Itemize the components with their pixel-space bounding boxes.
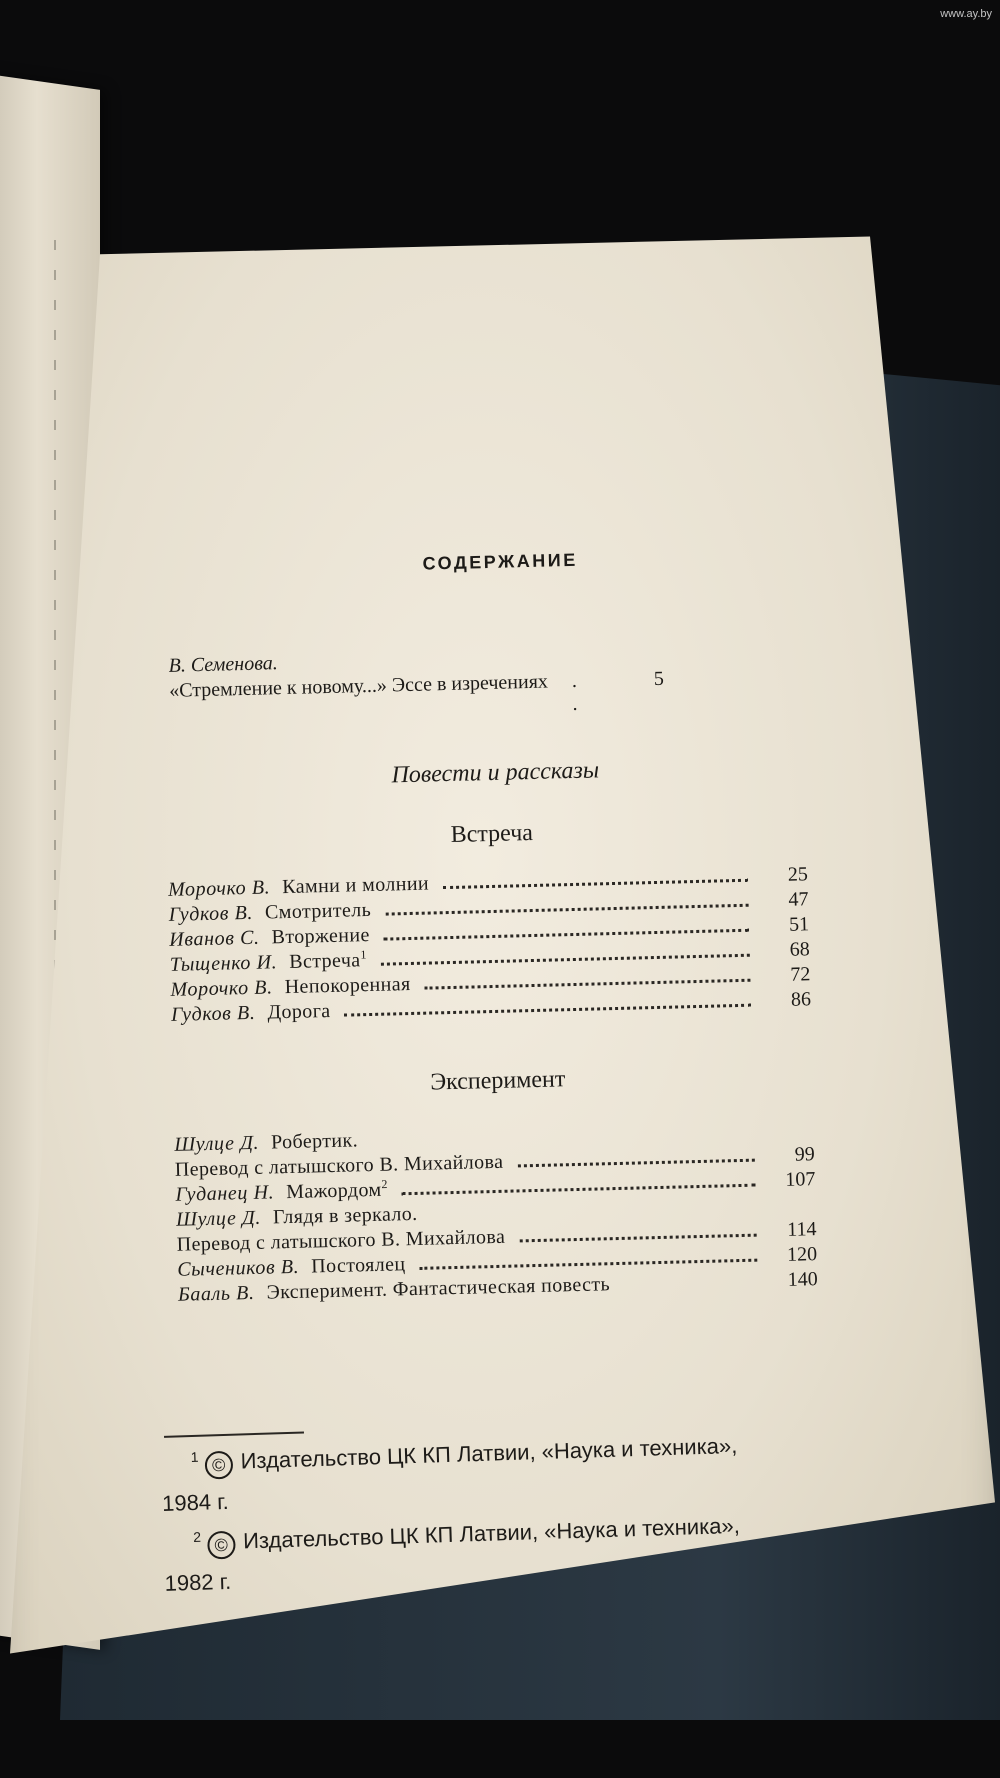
group-entries [168, 862, 811, 1028]
intro-title: «Стремление к новому...» Эссе в изречениях [168, 670, 549, 702]
entry-author: Иванов С. [169, 926, 260, 951]
entry-author: Бааль В. [177, 1281, 255, 1306]
leader-spacer [432, 1212, 756, 1220]
entry-author: Морочко В. [167, 876, 271, 901]
footnote-year: 1984 г. [161, 1488, 229, 1516]
footnote-marker: 2 [381, 1176, 388, 1192]
entry-title: Глядя в зеркало. [272, 1202, 418, 1229]
entry-title: Эксперимент. Фантастическая повесть [266, 1273, 611, 1304]
copyright-icon: © [207, 1531, 236, 1560]
intro-author: В. Семенова. [168, 652, 279, 677]
dot-leader [384, 929, 749, 941]
entry-author: Гудков В. [170, 1001, 256, 1026]
entry-page-number: 25 [787, 863, 809, 886]
entry-title-text: Встреча [288, 949, 361, 973]
copyright-icon: © [204, 1451, 233, 1480]
entry-title: Постоялец [310, 1253, 406, 1278]
entry-page-number: 68 [789, 938, 810, 961]
entry-title: Перевод с латышского В. Михайлова [174, 1150, 504, 1181]
footnote-text: Издательство ЦК КП Латвии, «Наука и техника», [240, 1432, 738, 1474]
site-watermark: www.ay.by [940, 8, 992, 20]
entry-author: Тыщенко И. [169, 951, 278, 976]
entry-page-number [770, 1210, 816, 1211]
entry-page-number: 47 [788, 888, 809, 911]
group-title: Встреча [450, 819, 534, 848]
entry-author: Морочко В. [170, 976, 273, 1001]
footnote-number: 2 [192, 1528, 202, 1545]
footnote-number: 1 [190, 1448, 199, 1465]
section-title: Повести и рассказы [391, 757, 600, 789]
footnote-text: Издательство ЦК КП Латвии, «Наука и техника», [242, 1512, 741, 1554]
entry-author: Шулце Д. [174, 1131, 260, 1156]
entry-author: Гудков В. [168, 901, 254, 926]
dot-leader [345, 1004, 751, 1017]
entry-title [289, 948, 367, 975]
entry-title: Вторжение [271, 923, 370, 949]
entry-author: Сычеников В. [177, 1255, 300, 1281]
entry-title [286, 1178, 388, 1205]
leader-spacer [624, 1287, 758, 1290]
contents-heading: СОДЕРЖАНИЕ [422, 549, 578, 574]
entry-page-number: 72 [790, 963, 811, 986]
intro-page-number: 5 [653, 667, 665, 690]
group-title: Эксперимент [429, 1066, 566, 1096]
entry-page-number: 107 [785, 1168, 816, 1191]
dot-leader [519, 1234, 756, 1243]
dot-leader [385, 904, 748, 916]
footnote-marker: 1 [360, 947, 367, 962]
dot-leader [381, 954, 750, 966]
group-entries [174, 1117, 818, 1308]
entry-page-number: 86 [790, 988, 812, 1011]
dot-leader [402, 1184, 755, 1196]
entry-page-number: 120 [786, 1243, 818, 1266]
entry-title: Непокоренная [284, 973, 411, 999]
entry-title: Камни и молнии [281, 872, 430, 899]
entry-page-number: 114 [787, 1218, 817, 1241]
footnote-year: 1982 г. [164, 1568, 232, 1596]
dot-leader [420, 1259, 758, 1270]
footnotes [160, 1415, 825, 1604]
entry-title-text: Мажордом [285, 1178, 382, 1204]
entry-title: Дорога [267, 999, 331, 1024]
entry-title: Смотритель [264, 898, 372, 924]
dot-leader [425, 979, 751, 990]
entry-page-number: 51 [788, 913, 810, 936]
entry-author: Гуданец Н. [175, 1181, 275, 1206]
intro-dot-leader: . . [571, 669, 592, 715]
entry-page-number: 99 [794, 1143, 815, 1166]
entry-title: Перевод с латышского В. Михайлова [176, 1225, 506, 1256]
entry-title: Робертик. [270, 1129, 359, 1154]
entry-page-number: 140 [787, 1268, 819, 1291]
entry-author: Шулце Д. [175, 1206, 262, 1231]
dot-leader [443, 879, 748, 889]
table-of-contents [160, 544, 818, 1307]
entry-page-number [768, 1135, 814, 1136]
dot-leader [517, 1159, 754, 1168]
